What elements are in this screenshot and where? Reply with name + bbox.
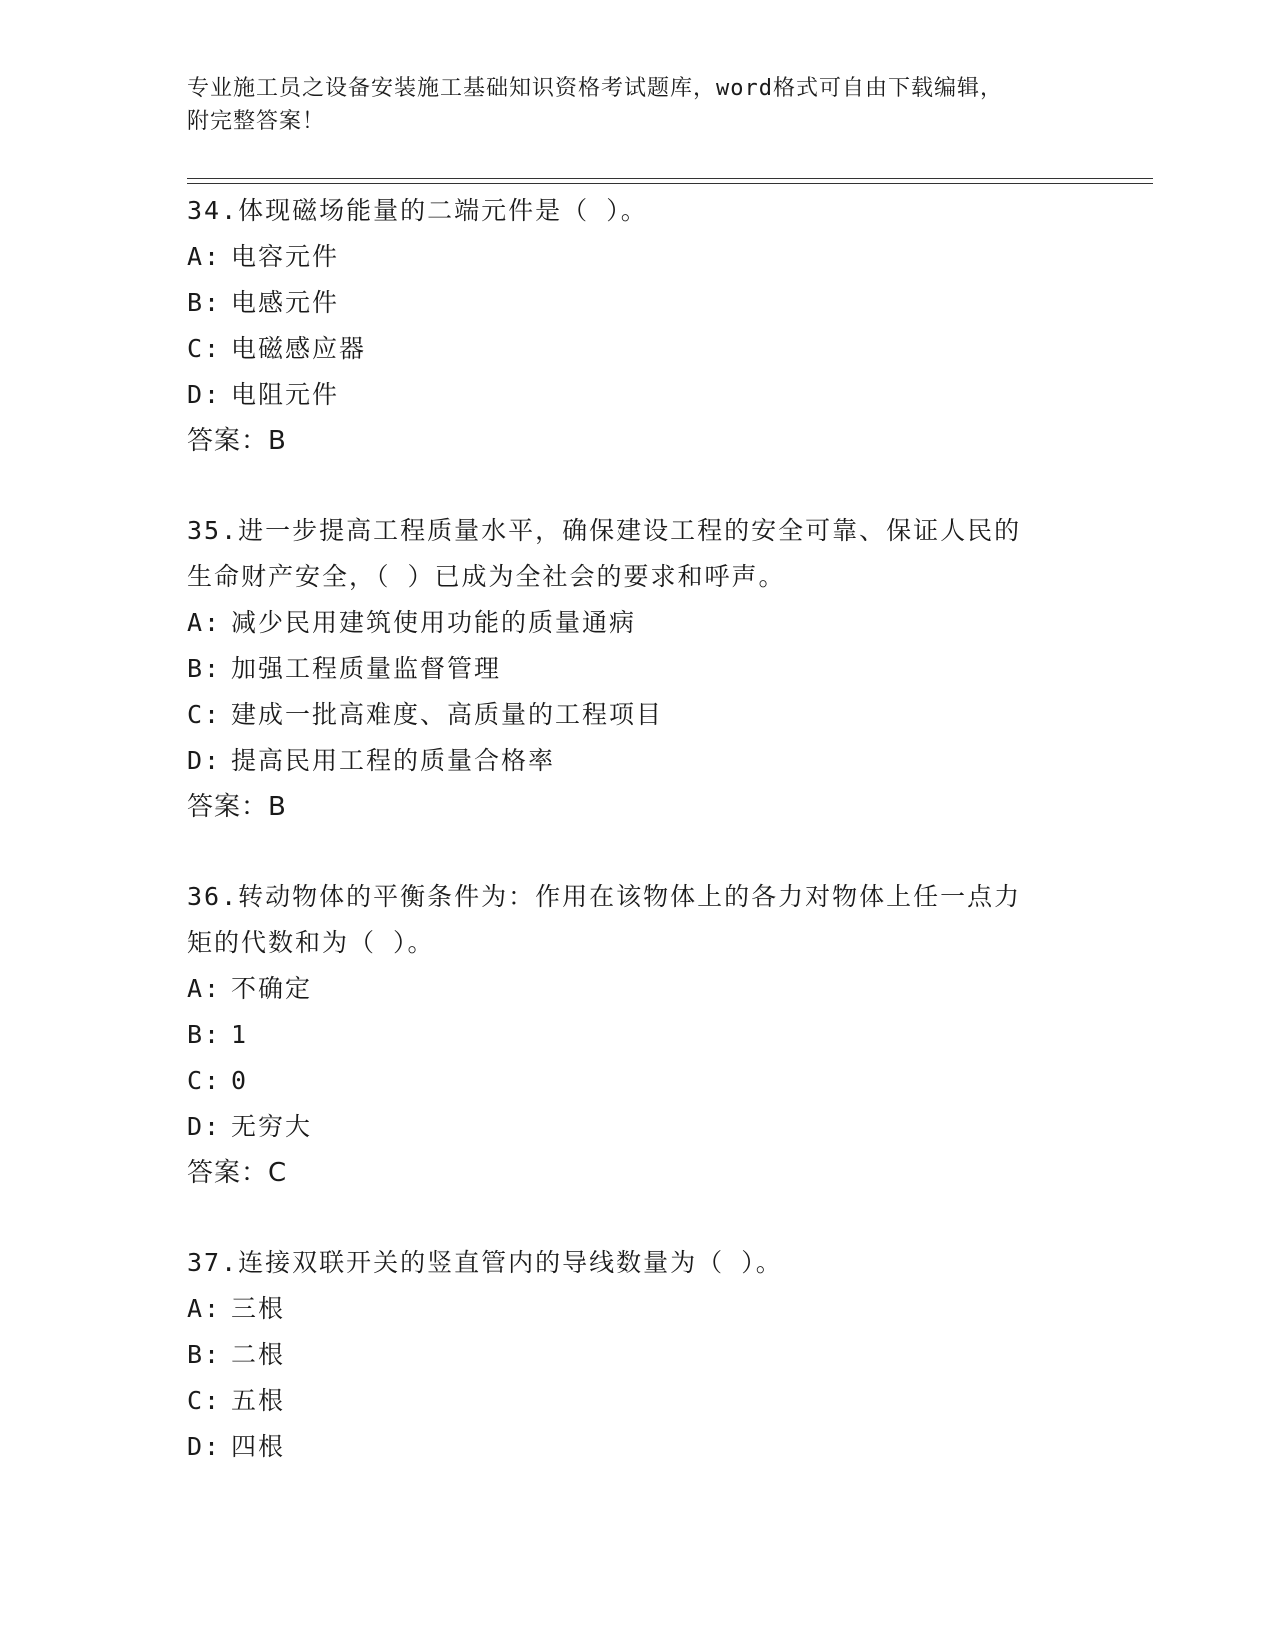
question-36 <box>187 874 1087 1196</box>
option-letter: D: <box>187 1432 222 1461</box>
option-d <box>187 1424 1087 1470</box>
answer-line: 答案：B <box>187 426 287 456</box>
question-37 <box>187 1240 1087 1470</box>
question-stem: 35.进一步提高工程质量水平，确保建设工程的安全可靠、保证人民的 <box>187 516 1022 545</box>
option-letter: D: <box>187 1112 222 1141</box>
option-text: 二根 <box>231 1340 286 1369</box>
answer-line: 答案：B <box>187 792 287 822</box>
header-divider-bottom <box>187 183 1153 184</box>
option-c <box>187 326 1087 372</box>
option-text: 电阻元件 <box>231 380 340 409</box>
option-letter: B: <box>187 1020 222 1049</box>
option-text: 电容元件 <box>231 242 340 271</box>
option-a <box>187 966 1087 1012</box>
option-c <box>187 1378 1087 1424</box>
option-text: 电磁感应器 <box>231 334 367 363</box>
option-d <box>187 1104 1087 1150</box>
option-letter: C: <box>187 334 222 363</box>
question-35 <box>187 508 1087 830</box>
question-34 <box>187 188 1087 464</box>
option-letter: A: <box>187 608 222 637</box>
question-stem-continued: 矩的代数和为（ ）。 <box>187 928 435 957</box>
option-letter: A: <box>187 242 222 271</box>
option-a <box>187 600 1087 646</box>
header-line-2: 附完整答案！ <box>187 109 326 134</box>
option-letter: C: <box>187 700 222 729</box>
option-letter: B: <box>187 1340 222 1369</box>
option-b <box>187 646 1087 692</box>
option-letter: D: <box>187 746 222 775</box>
option-letter: C: <box>187 1066 222 1095</box>
option-c <box>187 1058 1087 1104</box>
option-text: 1 <box>231 1020 249 1049</box>
question-stem-continued: 生命财产安全，（ ）已成为全社会的要求和呼声。 <box>187 562 786 591</box>
option-b <box>187 1012 1087 1058</box>
option-d <box>187 738 1087 784</box>
option-text: 电感元件 <box>231 288 340 317</box>
option-text: 加强工程质量监督管理 <box>231 654 502 683</box>
option-text: 无穷大 <box>231 1112 313 1141</box>
header-divider-top <box>187 178 1153 179</box>
question-stem: 36.转动物体的平衡条件为：作用在该物体上的各力对物体上任一点力 <box>187 882 1022 911</box>
header-line-1: 专业施工员之设备安装施工基础知识资格考试题库，word格式可自由下载编辑， <box>187 76 1003 101</box>
option-text: 不确定 <box>231 974 313 1003</box>
option-letter: A: <box>187 974 222 1003</box>
option-letter: D: <box>187 380 222 409</box>
question-stem: 34.体现磁场能量的二端元件是（ ）。 <box>187 196 648 225</box>
answer-line: 答案：C <box>187 1158 288 1188</box>
option-b <box>187 280 1087 326</box>
option-c <box>187 692 1087 738</box>
question-list <box>187 188 1087 1470</box>
option-letter: C: <box>187 1386 222 1415</box>
option-a <box>187 234 1087 280</box>
option-d <box>187 372 1087 418</box>
option-text: 建成一批高难度、高质量的工程项目 <box>231 700 664 729</box>
option-a <box>187 1286 1087 1332</box>
document-header <box>187 72 1067 138</box>
option-letter: B: <box>187 654 222 683</box>
option-text: 四根 <box>231 1432 286 1461</box>
option-text: 减少民用建筑使用功能的质量通病 <box>231 608 637 637</box>
option-b <box>187 1332 1087 1378</box>
option-text: 五根 <box>231 1386 286 1415</box>
option-letter: A: <box>187 1294 222 1323</box>
option-text: 0 <box>231 1066 249 1095</box>
option-letter: B: <box>187 288 222 317</box>
option-text: 提高民用工程的质量合格率 <box>231 746 556 775</box>
option-text: 三根 <box>231 1294 286 1323</box>
question-stem: 37.连接双联开关的竖直管内的导线数量为（ ）。 <box>187 1248 783 1277</box>
